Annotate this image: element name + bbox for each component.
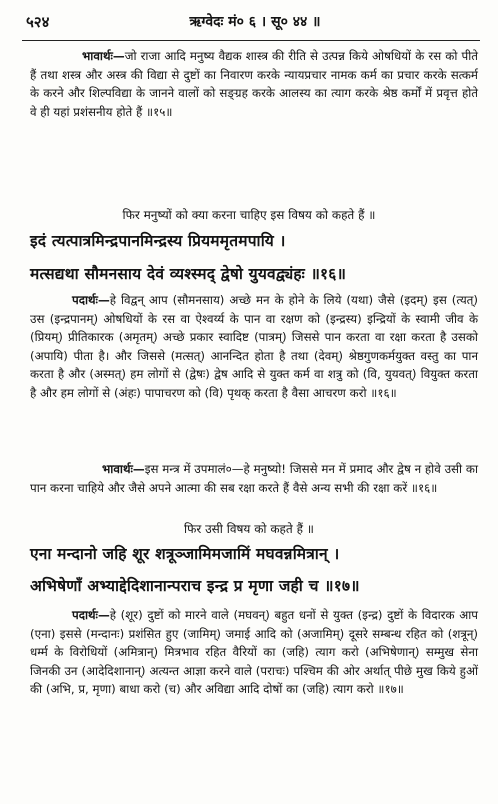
bhavarth-text: जो राजा आदि मनुष्य वैद्यक शास्त्र की रीति से उत्पन्न किये ओषधियों के रस को पीते हैं तथा शस्त्र और अस्त्र की विद्या से दुष्टों का निवारण करके न्यायप्रचार नामक कर्म का प्रचार करके सत्कर्म के करने और शिल्पविद्या के जानने वालों को सङ्ग्रह करके आलस्य का त्याग करके श्रेष्ठ कर्मों में प्रवृत्त होते वे ही यहां प्रशंसनीय होते हैं ॥१५॥ bbox=[30, 49, 478, 119]
bhavarth-16-paragraph bbox=[30, 460, 478, 497]
bhavarth-text: इस मन्त्र में उपमालं०—हे मनुष्यो! जिससे मन में प्रमाद और द्वेष न होवे उसी का पान करना चाहिये और जैसे अपने आत्मा की सब रक्षा करते हैं वैसे अन्य सभी की रक्षा करें ॥१६॥ bbox=[30, 462, 478, 495]
mantra-17-line-1: एना मन्दानो जहि शूर शत्रूञ्जामिमजामिं मघवन्नमित्रान् । bbox=[30, 545, 340, 563]
padarth-17-paragraph bbox=[30, 606, 478, 699]
padarth-text: हे (शूर) दुष्टों को मारने वाले (मघवन्) बहुत धनों से युक्त (इन्द्र) दुष्टों के विदारक आप (एना) इससे (मन्दानः) प्रशंसित हुए (जामिम्) जमाई आदि को (अजामिम्) दूसरे सम्बन्ध रहित को (शत्रून्) धर्म्म के विरोधियों (अमित्रान्) मित्रभाव रहित वैरियों का (जहि) त्याग करो (अभिषेणान्) सम्मुख सेना जिनकी उन (आदेदिशानान्) अत्यन्त आज्ञा करने वाले (पराचः) पश्चिम की ओर अर्थात् पीछे मुख किये हुओं की (अभि, प्र, मृणा) बाधा करो (च) और अविद्या आदि दोषों का (जहि) त्याग करो ॥१७॥ bbox=[30, 608, 478, 696]
mantra-16-line-1: इदं त्यत्पात्रमिन्द्रपानमिन्द्रस्य प्रियममृतमपायि । bbox=[30, 232, 286, 250]
section-intro-16: फिर मनुष्यों को क्या करना चाहिए इस विषय को कहते हैं ॥ bbox=[122, 208, 376, 222]
padarth-text: हे विद्वन् आप (सौमनसाय) अच्छे मन के होने के लिये (यथा) जैसे (इदम्) इस (त्यत्) उस (इन्द्रपानम्) ओषधियों के रस वा ऐश्वर्य्य के पान वा रक्षण को (इन्द्रस्य) इन्द्रियों के स्वामी जीव के (प्रियम्) प्रीतिकारक (अमृतम्) अच्छे प्रकार स्वादिष्ट (पात्रम्) जिससे पान करता वा रक्षा करता है उसको (अपायि) पीता है। और जिससे (मत्सत्) आनन्दित होता है तथा (देवम्) श्रेष्ठगुणकर्मयुक्त वस्तु का पान करता है और (अस्मत्) हम लोगों से (द्वेषः) द्वेष आदि से युक्त कर्म वा शत्रु को (वि, युयवत्) वियुक्त करता है और हम लोगों से (अंहः) पापाचरण को (वि) पृथक् करता है वैसा आचरण करो ॥१६॥ bbox=[30, 293, 478, 400]
bhavarth-label: भावार्थः— bbox=[82, 49, 125, 63]
mantra-16-line-2: मत्सद्यथा सौमनसाय देवं व्यश्स्मद् द्वेषो युयवद्व्यंहः ॥१६॥ bbox=[30, 265, 347, 283]
header-rule bbox=[22, 40, 480, 41]
padarth-label: पदार्थः— bbox=[72, 608, 110, 622]
bhavarth-label: भावार्थः— bbox=[102, 462, 145, 476]
mantra-17-line-2: अभिषेणाँ अभ्याद्देदिशानान्पराच इन्द्र प्र मृणा जही च ॥१७॥ bbox=[30, 577, 360, 595]
running-title: ऋग्वेदः मं० ६ । सू० ४४ ॥ bbox=[189, 14, 321, 30]
padarth-16-paragraph bbox=[30, 291, 478, 402]
bhavarth-15-paragraph bbox=[30, 47, 478, 121]
padarth-label: पदार्थः— bbox=[72, 293, 110, 307]
section-intro-17: फिर उसी विषय को कहते हैं ॥ bbox=[184, 522, 314, 536]
page-header bbox=[0, 0, 498, 46]
page-number: ५२४ bbox=[26, 13, 50, 31]
